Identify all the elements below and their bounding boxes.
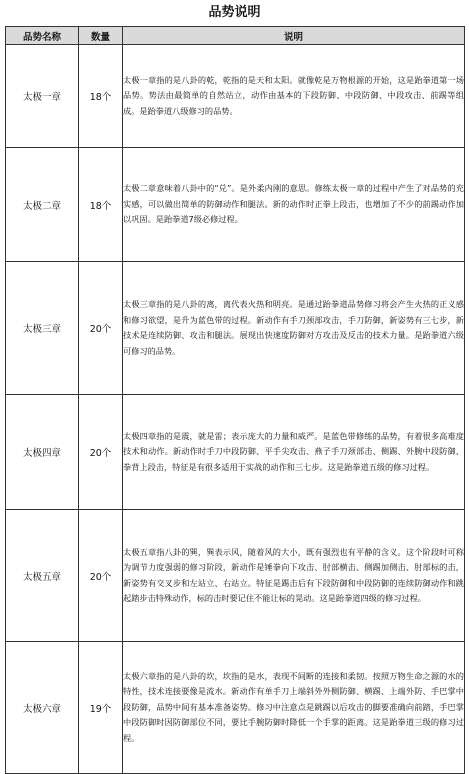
poomsae-count: 19个	[79, 642, 123, 774]
poomsae-name: 太极五章	[6, 510, 79, 642]
poomsae-name: 太极二章	[6, 148, 79, 262]
table-row	[6, 45, 465, 148]
table-row	[6, 262, 465, 395]
poomsae-name: 太极六章	[6, 642, 79, 774]
poomsae-description: 太极三章指的是八卦的离，离代表火热和明亮。是通过跆拳道品势修习将会产生火热的正义感和修习欲望，是升为蓝色带的过程。新动作有手刀颈部攻击，手刀防御，新姿势有三七步，新技术是连续防御、攻击和腿法。展现出快速度防御对方攻击及反击的技术力量。是跆拳道六级可修习的品势。	[123, 262, 465, 395]
table-header-row	[6, 27, 465, 45]
poomsae-name: 太极一章	[6, 45, 79, 148]
poomsae-name: 太极三章	[6, 262, 79, 395]
poomsae-count: 18个	[79, 45, 123, 148]
poomsae-count: 20个	[79, 262, 123, 395]
poomsae-description: 太极四章指的是震，就是雷；表示庞大的力量和威严。是蓝色带修练的品势，有着很多高难度技术和动作。新动作时手刀中段防御、平手尖攻击、燕子手刀颈部击、侧踢、外腕中段防御、拳背上段击，特征是有很多适用于实战的动作和三七步。这是跆拳道五级的修习过程。	[123, 395, 465, 510]
table-row	[6, 642, 465, 774]
document-title: 品势说明	[208, 5, 261, 20]
table-row	[6, 148, 465, 262]
poomsae-count: 20个	[79, 395, 123, 510]
poomsae-description: 太极二章意味着八卦中的“兑”。是外柔内刚的意思。修练太极一章的过程中产生了对品势的充实感，可以做出简单的防御动作和腿法。新的动作时正拳上段击，也增加了不少的前踢动作加以巩固。是跆拳道7级必修过程。	[123, 148, 465, 262]
header-count: 数量	[79, 27, 123, 45]
poomsae-count: 18个	[79, 148, 123, 262]
poomsae-description: 太极六章指的是八卦的坎，坎指的是水，表现不间断的连接和柔韧。按照万物生命之源的水的特性，技术连接要像是流水。新动作有单手刀上端斜外外侧防御、横踢、上端外防、手巴掌中段防御，品势中间有基本准备姿势。修习中注意点是跳踢以后攻击的脚要准确向前踏，手巴掌中段防御时因防御部位不同，要比手腕防御时降低一个手掌的距离。这是跆拳道三级的修习过程。	[123, 642, 465, 774]
poomsae-description: 太极一章指的是八卦的乾，乾指的是天和太阳。就像乾是万物根源的开始，这是跆拳道第一场品势。势法由最简单的自然站立，动作由基本的下段防御、中段防御、中段攻击、前踢等组成。是跆拳道八级修习的品势。	[123, 45, 465, 148]
header-name: 品势名称	[6, 27, 79, 45]
poomsae-count: 20个	[79, 510, 123, 642]
poomsae-name: 太极四章	[6, 395, 79, 510]
poomsae-table	[5, 26, 465, 774]
table-row	[6, 395, 465, 510]
poomsae-description: 太极五章指八卦的巽，巽表示风，随着风的大小，既有强烈也有平静的含义。这个阶段时可称为调节力度强弱的修习阶段，新动作是锤拳向下攻击、肘部横击、侧踢加侧击、肘部标的击，新姿势有交叉步和左站立、右站立。特征是踢击后有下段防御和中段防御的连续防御动作和跳起踏步击特殊动作，标的击时要记住不能让标的晃动。这是跆拳道四级的修习过程。	[123, 510, 465, 642]
header-description: 说明	[123, 27, 465, 45]
table-row	[6, 510, 465, 642]
